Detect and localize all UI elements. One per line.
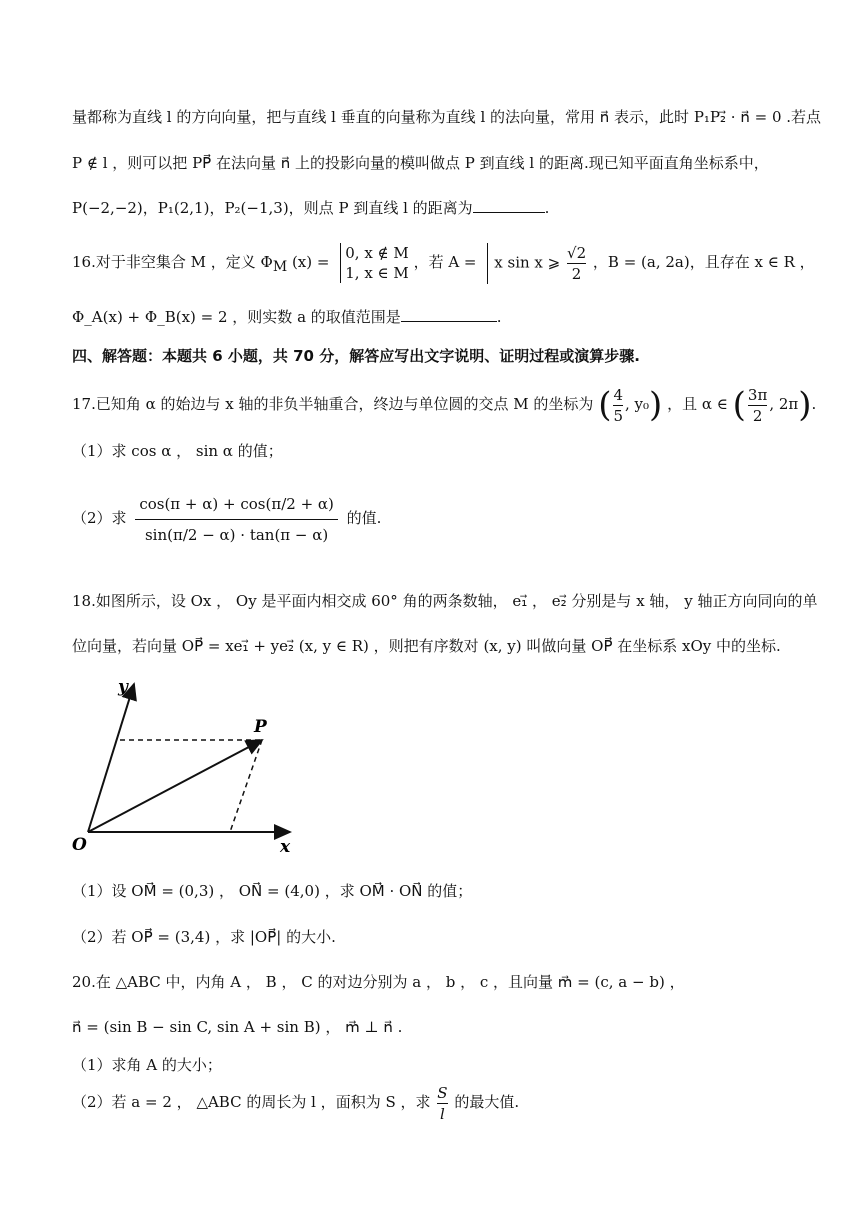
- q17-main-fraction: [135, 489, 338, 550]
- oblique-coordinate-figure: [70, 676, 310, 856]
- q17-num-4: 4: [613, 385, 624, 404]
- q16-prefix: 16.对于非空集合 M ，定义 Φ: [72, 253, 273, 271]
- q16-sqrt2: √2: [567, 243, 587, 262]
- q20-s-over-l: [437, 1083, 447, 1124]
- q20-part-1: （1）求角 A 的大小；: [72, 1056, 222, 1074]
- q18-line-1: 18.如图所示，设 Ox ， Oy 是平面内相交成 60° 角的两条数轴， e₁⃗ ， e₂⃗ 分别是与 x 轴， y 轴正方向同向的单: [72, 592, 818, 610]
- q15-line-3: [72, 197, 549, 219]
- q20-line-1: 20.在 △ABC 中，内角 A ， B ， C 的对边分别为 a ， b ， c ，且向量 m⃗ = (c, a − b) ，: [72, 973, 685, 991]
- q20-den-l: l: [440, 1104, 445, 1123]
- q17-p2-denominator: sin(π/2 − α) · tan(π − α): [144, 525, 329, 544]
- q16-case-2: 1, x ∈ M: [345, 264, 409, 282]
- q17-part-1: （1）求 cos α ， sin α 的值；: [72, 442, 283, 460]
- q15-end: .: [544, 199, 550, 217]
- q17-y0: , y₀: [625, 395, 650, 413]
- vector-op: [88, 740, 262, 832]
- q16-case-1: 0, x ∉ M: [345, 244, 409, 262]
- q17-2pi: , 2π: [769, 395, 799, 413]
- point-p-label: P: [254, 717, 267, 737]
- q16-x-eq: (x) =: [291, 253, 330, 271]
- q18-part-2: （2）若 OP⃗ = (3,4) ，求 |OP⃗| 的大小.: [72, 928, 336, 946]
- q17-part-2: [72, 478, 381, 558]
- q16-line-1: [72, 240, 815, 289]
- q20-num-s: S: [437, 1083, 448, 1102]
- q16-line-2-text: Φ_A(x) + Φ_B(x) = 2 ，则实数 a 的取值范围是: [72, 308, 401, 326]
- q16-piecewise: [340, 243, 409, 283]
- q17-left-paren-1: (: [598, 385, 612, 425]
- q17-right-paren-2: ): [798, 385, 812, 425]
- q17-mid: ，且 α ∈: [667, 395, 728, 413]
- q17-right-paren-1: ): [649, 385, 663, 425]
- q20-part-2: [72, 1080, 519, 1124]
- q16-end: .: [496, 308, 502, 326]
- q15-line-2: P ∉ l ，则可以把 PP⃗ 在法向量 n⃗ 上的投影向量的模叫做点 P 到直线 l 的距离.现已知平面直角坐标系中，: [72, 154, 769, 172]
- y-axis: [88, 684, 134, 832]
- q17-den-5: 5: [613, 406, 624, 425]
- q17-text: 17.已知角 α 的始边与 x 轴的非负半轴重合，终边与单位圆的交点 M 的坐标为: [72, 395, 594, 413]
- q16-sub-m: M: [272, 259, 288, 275]
- y-axis-label: y: [118, 677, 128, 697]
- q17-num-3pi: 3π: [747, 385, 768, 404]
- q15-line-1: 量都称为直线 l 的方向向量，把与直线 l 垂直的向量称为直线 l 的法向量，常用 n⃗ 表示，此时 P₁P₂⃗ · n⃗ = 0 .若点: [72, 108, 822, 126]
- q16-set-a-cond: x sin x ⩾: [494, 253, 561, 271]
- q17-p2-suffix: 的值.: [346, 509, 382, 527]
- q18-line-2: 位向量，若向量 OP⃗ = xe₁⃗ + ye₂⃗ (x, y ∈ R) ，则把有序数对 (x, y) 叫做向量 OP⃗ 在坐标系 xOy 中的坐标.: [72, 637, 781, 655]
- q17-end: .: [811, 395, 817, 413]
- q17-frac-4-5: [613, 385, 623, 426]
- q20-line-2: n⃗ = (sin B − sin C, sin A + sin B) ， m⃗ ⊥ n⃗ .: [72, 1018, 403, 1036]
- q16-set-a: [487, 243, 588, 284]
- q16-two: 2: [571, 264, 582, 283]
- q17-line-1: [72, 384, 816, 426]
- origin-label: O: [72, 835, 87, 855]
- q20-p2-suffix: 的最大值.: [454, 1093, 520, 1111]
- q17-frac-3pi-2: [748, 385, 767, 426]
- q15-line-3-text: P(−2,−2)，P₁(2,1)，P₂(−1,3)，则点 P 到直线 l 的距离为: [72, 199, 473, 217]
- q16-after: ，B = (a, 2a)，且存在 x ∈ R ，: [592, 253, 815, 271]
- q16-mid: ，若 A =: [413, 253, 477, 271]
- q18-part-1: （1）设 OM⃗ = (0,3) ， ON⃗ = (4,0) ，求 OM⃗ · ON⃗ 的值；: [72, 882, 473, 900]
- section-heading: 四、解答题：本题共 6 小题，共 70 分，解答应写出文字说明、证明过程或演算步骤.: [72, 347, 640, 365]
- x-axis-label: x: [280, 837, 291, 856]
- q16-line-2: [72, 306, 502, 328]
- q16-sqrt2-over-2: [567, 243, 586, 284]
- q17-left-paren-2: (: [732, 385, 746, 425]
- answer-blank[interactable]: [473, 198, 545, 213]
- q20-p2-prefix: （2）若 a = 2 ， △ABC 的周长为 l ，面积为 S ，求: [72, 1093, 431, 1111]
- q17-p2-numerator: cos(π + α) + cos(π/2 + α): [135, 489, 338, 520]
- q17-den-2: 2: [752, 406, 763, 425]
- q17-p2-prefix: （2）求: [72, 509, 127, 527]
- answer-blank[interactable]: [401, 307, 497, 322]
